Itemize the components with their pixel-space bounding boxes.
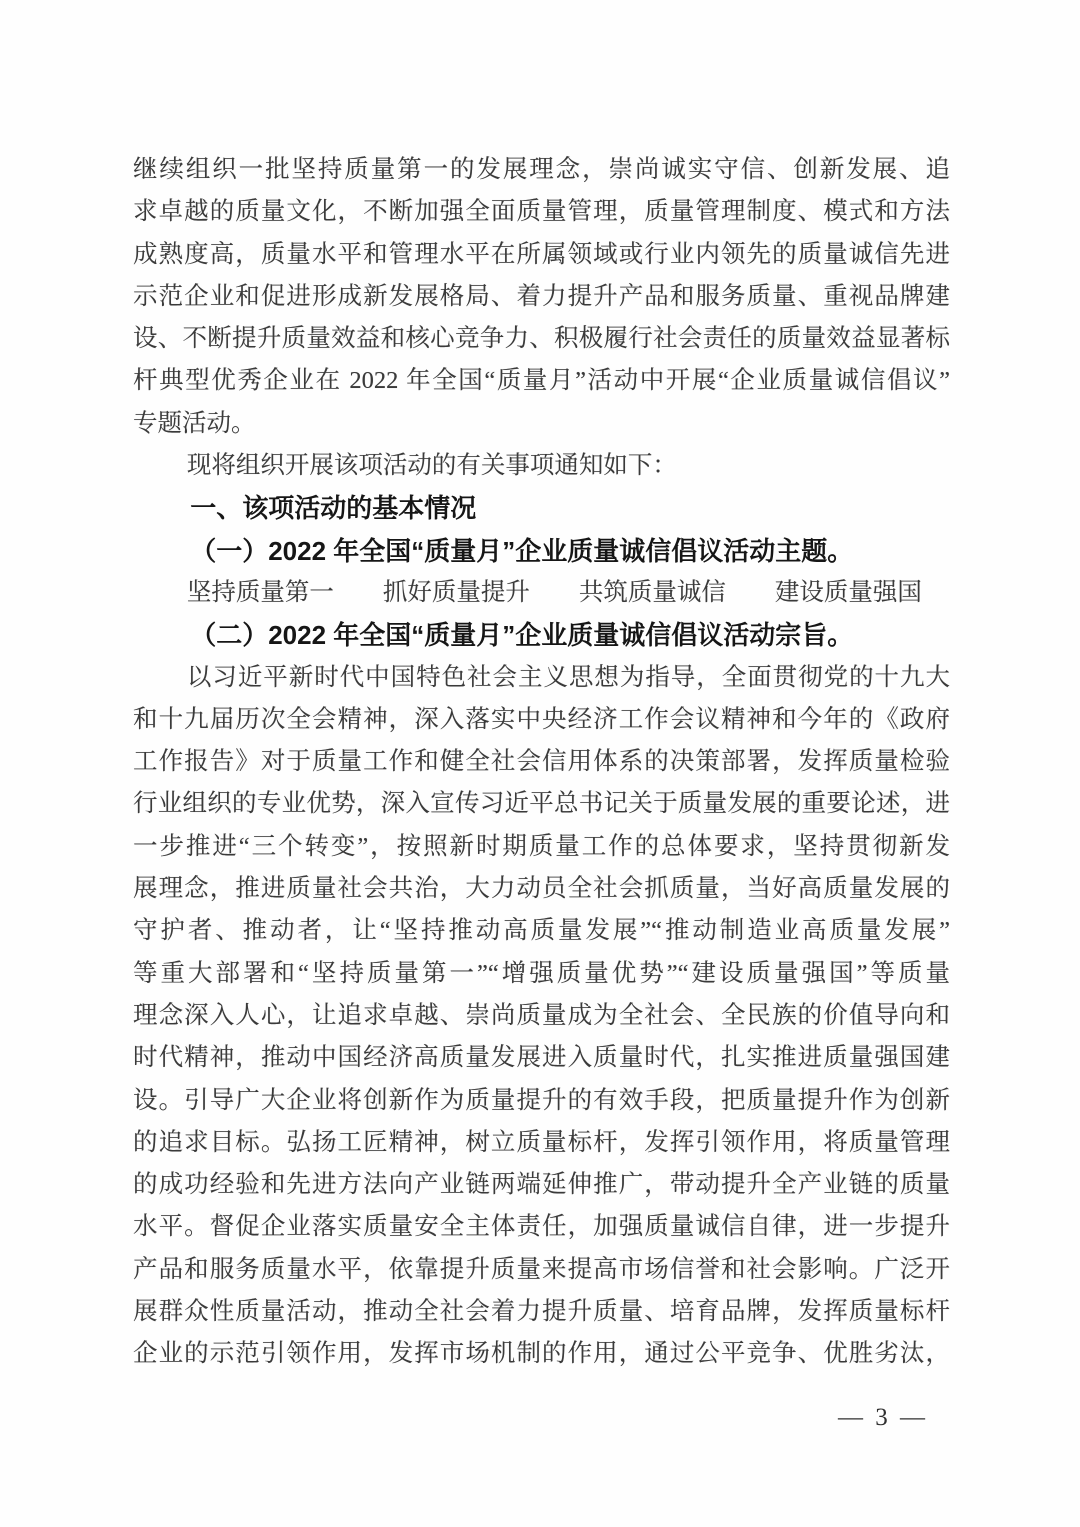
text-line: （一）2022 年全国“质量月”企业质量诚信倡议活动主题。 xyxy=(190,535,854,566)
text-line: 展理念，推进质量社会共治，大力动员全社会抓质量，当好高质量发展的 xyxy=(133,875,950,903)
page-number: — 3 — xyxy=(838,1404,928,1431)
text-line: 求卓越的质量文化，不断加强全面质量管理，质量管理制度、模式和方法 xyxy=(133,198,950,226)
text-line: 时代精神，推动中国经济高质量发展进入质量时代，扎实推进质量强国建 xyxy=(133,1044,950,1072)
text-line: 现将组织开展该项活动的有关事项通知如下： xyxy=(186,452,677,480)
text-line: 产品和服务质量水平，依靠提升质量来提高市场信誉和社会影响。广泛开 xyxy=(133,1255,950,1283)
text-line: 一步推进“三个转变”，按照新时期质量工作的总体要求，坚持贯彻新发 xyxy=(133,832,950,860)
text-line: 理念深入人心，让追求卓越、崇尚质量成为全社会、全民族的价值导向和 xyxy=(133,1001,950,1029)
text-line: 企业的示范引领作用，发挥市场机制的作用，通过公平竞争、优胜劣汰， xyxy=(133,1340,950,1368)
text-line: 工作报告》对于质量工作和健全社会信用体系的决策部署，发挥质量检验 xyxy=(133,748,950,776)
text-line: 示范企业和促进形成新发展格局、着力提升产品和服务质量、重视品牌建 xyxy=(133,282,950,310)
text-line: 水平。督促企业落实质量安全主体责任，加强质量诚信自律，进一步提升 xyxy=(133,1213,950,1241)
text-line: 设。引导广大企业将创新作为质量提升的有效手段，把质量提升作为创新 xyxy=(133,1086,950,1114)
text-line: 杆典型优秀企业在 2022 年全国“质量月”活动中开展“企业质量诚信倡议” xyxy=(133,367,950,395)
text-line: 的追求目标。弘扬工匠精神，树立质量标杆，发挥引领作用，将质量管理 xyxy=(133,1128,950,1156)
text-line: 等重大部署和“坚持质量第一”“增强质量优势”“建设质量强国”等质量 xyxy=(133,959,950,987)
text-line: 以习近平新时代中国特色社会主义思想为指导，全面贯彻党的十九大 xyxy=(186,663,950,691)
text-line: 和十九届历次全会精神，深入落实中央经济工作会议精神和今年的《政府 xyxy=(133,705,950,733)
text-line: 的成功经验和先进方法向产业链两端延伸推广，带动提升全产业链的质量 xyxy=(133,1171,950,1199)
text-line: 设、不断提升质量效益和核心竞争力、积极履行社会责任的质量效益显著标 xyxy=(133,325,950,353)
document-lines xyxy=(133,149,950,1376)
text-line: 专题活动。 xyxy=(133,409,256,437)
text-line: 守护者、推动者，让“坚持推动高质量发展”“推动制造业高质量发展” xyxy=(133,917,950,945)
text-line: 展群众性质量活动，推动全社会着力提升质量、培育品牌，发挥质量标杆 xyxy=(133,1298,950,1326)
text-line: 一、该项活动的基本情况 xyxy=(190,493,477,524)
text-line: （二）2022 年全国“质量月”企业质量诚信倡议活动宗旨。 xyxy=(190,620,854,651)
text-line: 坚持质量第一 抓好质量提升 共筑质量诚信 建设质量强国 xyxy=(186,578,922,606)
text-line: 继续组织一批坚持质量第一的发展理念，崇尚诚实守信、创新发展、追 xyxy=(133,156,950,183)
text-line: 成熟度高，质量水平和管理水平在所属领域或行业内领先的质量诚信先进 xyxy=(133,240,950,268)
text-line: 行业组织的专业优势，深入宣传习近平总书记关于质量发展的重要论述，进 xyxy=(133,790,950,818)
